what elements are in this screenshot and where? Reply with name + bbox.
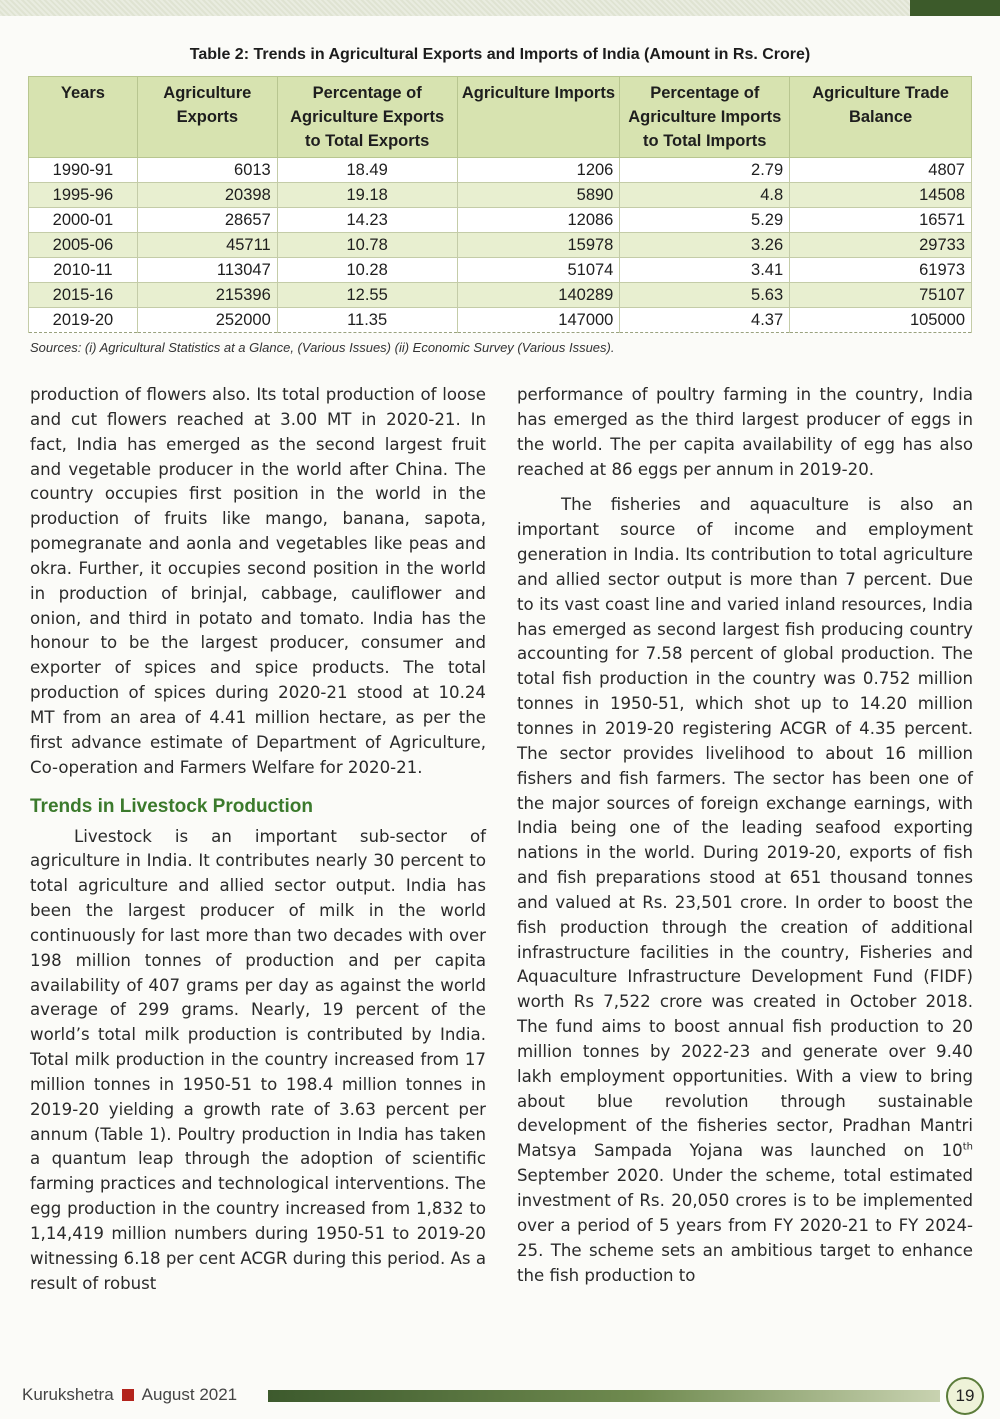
section-heading-livestock: Trends in Livestock Production — [30, 795, 313, 817]
left-column — [30, 383, 486, 1297]
cell-pct-exports: 14.23 — [277, 208, 457, 233]
paragraph-poultry: performance of poultry farming in the country, India has emerged as the third largest producer of eggs in the world. The per capita availability of egg has also reached at 86 eggs per annum in 2019-20. — [517, 385, 973, 479]
cell-exports: 215396 — [137, 283, 277, 308]
cell-imports: 140289 — [457, 283, 620, 308]
table-header-row — [29, 77, 972, 158]
fisheries-text-b: September 2020. Under the scheme, total estimated investment of Rs. 20,050 crores is to be implemented over a period of 5 years from FY 2020-21 to FY 2024-25. The scheme sets an ambitious target to enhance the fish production to — [517, 1166, 973, 1285]
header-agri-imports: Agriculture Imports — [457, 77, 620, 158]
page-number: 19 — [946, 1377, 984, 1415]
cell-exports: 45711 — [137, 233, 277, 258]
table-sources: Sources: (i) Agricultural Statistics at a Glance, (Various Issues) (ii) Economic Survey (Various Issues). — [30, 340, 615, 355]
top-decorative-band — [0, 0, 1000, 16]
footer-publication — [22, 1385, 237, 1405]
cell-pct-imports: 3.41 — [620, 258, 790, 283]
cell-exports: 6013 — [137, 158, 277, 183]
header-pct-imports: Percentage of Agriculture Imports to Total Imports — [620, 77, 790, 158]
table-title: Table 2: Trends in Agricultural Exports and Imports of India (Amount in Rs. Crore) — [189, 46, 811, 63]
cell-year: 2000-01 — [29, 208, 138, 233]
cell-pct-exports: 19.18 — [277, 183, 457, 208]
table-row — [29, 208, 972, 233]
table-row — [29, 233, 972, 258]
cell-imports: 12086 — [457, 208, 620, 233]
cell-balance: 61973 — [790, 258, 972, 283]
cell-balance: 75107 — [790, 283, 972, 308]
cell-pct-exports: 10.78 — [277, 233, 457, 258]
magazine-name: Kurukshetra — [22, 1385, 114, 1404]
cell-exports: 113047 — [137, 258, 277, 283]
cell-imports: 51074 — [457, 258, 620, 283]
top-band-accent — [910, 0, 1000, 16]
cell-year: 1995-96 — [29, 183, 138, 208]
cell-year: 2019-20 — [29, 308, 138, 333]
cell-balance: 29733 — [790, 233, 972, 258]
paragraph-fisheries — [517, 493, 973, 1288]
cell-imports: 15978 — [457, 233, 620, 258]
cell-pct-exports: 12.55 — [277, 283, 457, 308]
cell-exports: 20398 — [137, 183, 277, 208]
cell-imports: 5890 — [457, 183, 620, 208]
header-years: Years — [29, 77, 138, 158]
cell-balance: 105000 — [790, 308, 972, 333]
cell-year: 2010-11 — [29, 258, 138, 283]
cell-pct-imports: 4.37 — [620, 308, 790, 333]
header-agri-exports: Agriculture Exports — [137, 77, 277, 158]
cell-balance: 4807 — [790, 158, 972, 183]
cell-pct-exports: 10.28 — [277, 258, 457, 283]
cell-balance: 14508 — [790, 183, 972, 208]
fisheries-text-a: The fisheries and aquaculture is also an important source of income and employment generation in India. Its contribution to total agriculture and allied sector output is more than 7 percent. Due to its vast coast line and varied inland resources, India has emerged as second largest fish producing country accounting for 7.58 percent of global production. The total fish production in the country was 0.752 million tonnes in 1950-51, which shot up to 14.20 million tonnes in 2019-20 registering ACGR of 4.35 percent. The sector provides livelihood to about 16 million fishers and fish farmers. The sector has been one of the major sources of foreign exchange earnings, with India being one of the leading seafood exporting nations in the world. During 2019-20, exports of fish and fish preparations stood at 651 thousand tonnes and valued at Rs. 23,501 crore. In order to boost the fish production through the creation of additional infrastructure facilities in the country, Fisheries and Aquaculture Infrastructure Development Fund (FIDF) worth Rs 7,522 crore was created in October 2018. The fund aims to boost annual fish production to 20 million tonnes by 2022-23 and generate over 9.40 lakh employment opportunities. With a view to bring about blue revolution through sustainable development of the fisheries sector, Pradhan Mantri Matsya Sampada Yojana was launched on 10 — [517, 495, 973, 1161]
table-row — [29, 183, 972, 208]
cell-pct-imports: 4.8 — [620, 183, 790, 208]
table-row — [29, 308, 972, 333]
cell-pct-exports: 18.49 — [277, 158, 457, 183]
cell-imports: 147000 — [457, 308, 620, 333]
issue-date: August 2021 — [141, 1385, 238, 1404]
header-pct-exports: Percentage of Agriculture Exports to Total Exports — [277, 77, 457, 158]
cell-balance: 16571 — [790, 208, 972, 233]
trade-table — [28, 76, 972, 333]
cell-year: 2015-16 — [29, 283, 138, 308]
cell-pct-imports: 5.29 — [620, 208, 790, 233]
cell-pct-imports: 3.26 — [620, 233, 790, 258]
footer-gradient-bar — [268, 1390, 940, 1402]
right-column — [517, 383, 973, 1288]
cell-pct-exports: 11.35 — [277, 308, 457, 333]
ordinal-suffix: th — [962, 1141, 973, 1153]
table-row — [29, 258, 972, 283]
cell-pct-imports: 2.79 — [620, 158, 790, 183]
header-trade-balance: Agriculture Trade Balance — [790, 77, 972, 158]
paragraph-flowers: production of flowers also. Its total production of loose and cut flowers reached at 3.00 MT in 2020-21. In fact, India has emerged as the second largest fruit and vegetable producer in the world after China. The country occupies first position in the world in the production of fruits like mango, banana, sapota, pomegranate and aonla and vegetables like peas and okra. Further, it occupies second position in the world in production of brinjal, cabbage, cauliflower and onion, and third in potato and tomato. India has the honour to be the largest producer, consumer and exporter of spices and spice products. The total production of spices during 2020-21 stood at 10.24 MT from an area of 4.41 million hectare, as per the first advance estimate of Department of Agriculture, Co-operation and Farmers Welfare for 2020-21. — [30, 385, 486, 777]
cell-year: 2005-06 — [29, 233, 138, 258]
cell-imports: 1206 — [457, 158, 620, 183]
table-row — [29, 158, 972, 183]
cell-exports: 28657 — [137, 208, 277, 233]
cell-exports: 252000 — [137, 308, 277, 333]
cell-year: 1990-91 — [29, 158, 138, 183]
red-square-icon — [122, 1389, 134, 1401]
table-row — [29, 283, 972, 308]
cell-pct-imports: 5.63 — [620, 283, 790, 308]
paragraph-livestock: Livestock is an important sub-sector of agriculture in India. It contributes nearly 30 percent to total agriculture and allied sector output. India has been the largest producer of milk in the world continuously for last more than two decades with over 198 million tonnes of production and per capita availability of 407 grams per day as against the world average of 299 grams. Nearly, 19 percent of the world’s total milk production is contributed by India. Total milk production in the country increased from 17 million tonnes in 1950-51 to 198.4 million tonnes in 2019-20 yielding a growth rate of 3.63 percent per annum (Table 1). Poultry production in India has taken a quantum leap through the adoption of scientific farming practices and technological interventions. The egg production in the country increased from 1,832 to 1,14,419 million numbers during 1950-51 to 2019-20 witnessing 6.18 per cent ACGR during this period. As a result of robust — [30, 826, 486, 1293]
